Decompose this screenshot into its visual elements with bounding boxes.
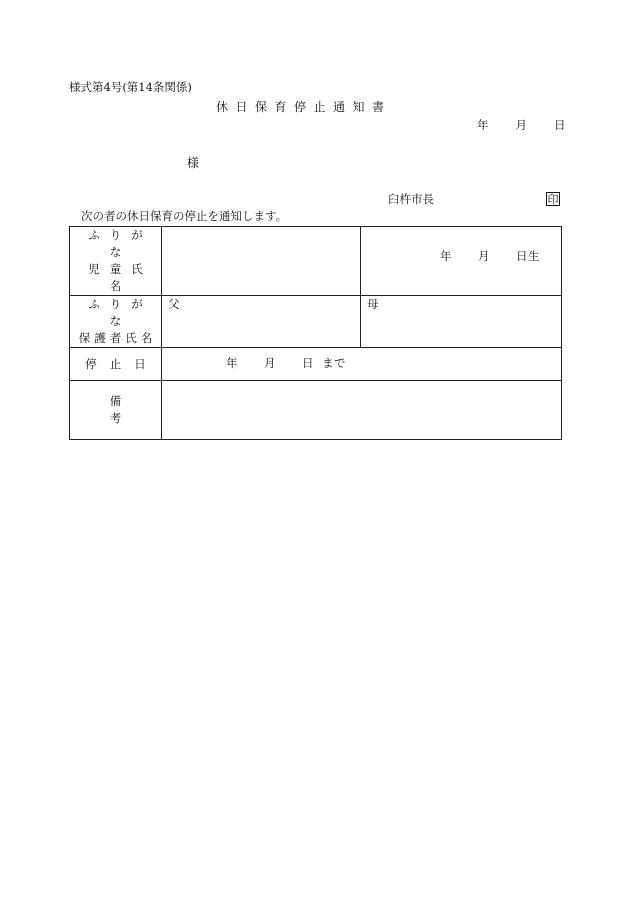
stop-date-label-cell [70, 348, 162, 381]
stop-date-label: 停止日 [85, 356, 159, 371]
child-furigana-label: ふりがな [88, 228, 153, 259]
issue-date-line [477, 120, 567, 132]
guardian-furigana-label: ふりがな [88, 297, 153, 328]
child-birth-cell[interactable] [361, 227, 562, 296]
stop-date-value [226, 358, 346, 370]
father-field[interactable] [162, 296, 361, 348]
stop-until-label: まで [322, 356, 346, 370]
stop-month-label: 月 [264, 356, 276, 370]
birth-date [440, 251, 540, 263]
intro-text: 次の者の休日保育の停止を通知します。 [81, 209, 288, 223]
birth-month-label: 月 [478, 249, 490, 263]
stop-date-field[interactable] [162, 348, 562, 381]
recipient-honorific: 様 [187, 156, 200, 170]
child-name-field[interactable] [162, 227, 361, 296]
birth-day-label: 日生 [516, 249, 540, 263]
remarks-label-cell [70, 381, 162, 440]
child-row [70, 227, 562, 296]
issue-month-label: 月 [515, 118, 528, 132]
stop-date-row [70, 348, 562, 381]
guardian-label-cell [70, 296, 162, 348]
issue-year-label: 年 [477, 118, 490, 132]
document-title: 休日保育停止通知書 [216, 100, 392, 114]
issue-day-label: 日 [554, 118, 567, 132]
form-number: 様式第4号(第14条関係) [69, 80, 192, 94]
child-label-cell [70, 227, 162, 296]
stop-day-label: 日 [302, 356, 314, 370]
notice-table [69, 226, 562, 440]
seal-mark: 印 [547, 192, 559, 206]
remarks-label: 備考 [109, 394, 154, 425]
child-name-label: 児童氏名 [88, 262, 153, 293]
father-label: 父 [168, 297, 180, 311]
guardian-row [70, 296, 562, 348]
birth-year-label: 年 [440, 249, 452, 263]
issuer-name: 臼杵市長 [388, 192, 434, 206]
stop-year-label: 年 [226, 356, 238, 370]
remarks-row [70, 381, 562, 440]
remarks-field[interactable] [162, 381, 562, 440]
mother-label: 母 [367, 297, 379, 311]
guardian-name-label: 保護者氏名 [78, 331, 157, 345]
mother-field[interactable] [361, 296, 562, 348]
